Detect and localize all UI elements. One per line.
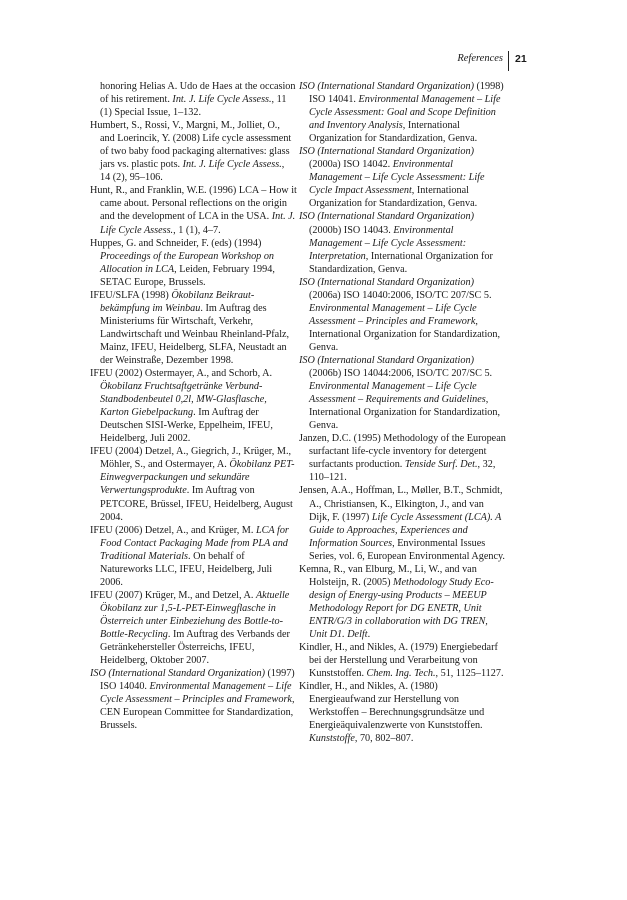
reference-italic-text: Int. J. Life Cycle Assess.: [100, 211, 296, 236]
reference-text: Janzen, D.C. (1995) Methodology of the European surfactant life-cycle inventory for detergent surfactants production.: [299, 433, 506, 471]
reference-italic-text: Environmental Management – Life Cycle Assessment: Goal and Scope Definition and Inventory Analysis: [309, 94, 501, 132]
reference-entry: [90, 367, 297, 445]
reference-italic-text: LCA for Food Contact Packaging Made from PLA and Traditional Materials: [100, 524, 289, 562]
reference-italic-text: Int. J. Life Cycle Assess.: [172, 94, 272, 106]
reference-text: Huppes, G. and Schneider, F. (eds) (1994): [90, 237, 262, 249]
reference-text: IFEU (2002) Ostermayer, A., and Schorb, A.: [90, 368, 273, 380]
reference-italic-text: ISO (International Standard Organization): [299, 276, 474, 288]
reference-text: , International Organization for Standardization, Genva.: [309, 250, 493, 275]
reference-column-right: [299, 80, 506, 745]
reference-text: IFEU/SLFA (1998): [90, 289, 172, 301]
reference-text: , 11 (1) Special Issue, 1–132.: [100, 94, 287, 119]
reference-entry: [299, 276, 506, 354]
reference-entry: [299, 145, 506, 210]
reference-text: (1998) ISO 14041.: [309, 81, 504, 106]
reference-italic-text: Proceedings of the European Workshop on Allocation in LCA: [100, 250, 275, 275]
reference-text: , International Organization for Standardization, Genva.: [309, 185, 478, 210]
reference-text: , Environmental Issues Series, vol. 6, European Environmental Agency.: [309, 537, 505, 562]
reference-italic-text: Aktuelle Ökobilanz zur 1,5-L-PET-Einwegflasche in Österreich unter Einbeziehung des Bottle-to- Bottle-Recycling: [100, 589, 290, 640]
reference-italic-text: Chem. Ing. Tech.: [366, 668, 436, 680]
reference-text: , International Organization for Standardization, Genva.: [309, 315, 501, 353]
reference-entry: [90, 237, 297, 289]
reference-entry: [299, 210, 506, 275]
section-title: References: [457, 53, 503, 64]
reference-italic-text: Ökobilanz Fruchtsaftgetränke Verbund-Standbodenbeutel 0,2l, MW-Glasflasche, Karton Giebelpackung: [100, 381, 267, 419]
reference-entry: [299, 354, 506, 432]
reference-text: . Im Auftrag des Verbands der Getränkehersteller Österreichs, IFEU, Heidelberg, Oktober 2007.: [100, 628, 290, 667]
reference-entry: [299, 484, 506, 562]
reference-text: IFEU (2007) Krüger, M., and Detzel, A.: [90, 589, 256, 601]
reference-text: , 32, 110–121.: [309, 459, 496, 484]
reference-text: Hunt, R., and Franklin, W.E. (1996) LCA – How it came about. Personal reflections on the origin and the development of LCA in the USA.: [90, 185, 297, 223]
reference-italic-text: Life Cycle Assessment (LCA). A Guide to Approaches, Experiences and Information Sources: [309, 511, 502, 549]
reference-entry: [90, 667, 297, 732]
reference-entry: [299, 563, 506, 641]
reference-text: Jensen, A.A., Hoffman, L., Møller, B.T., Schmidt, A., Christiansen, K., Elkington, J., and van Dijk, F. (1997): [299, 485, 503, 523]
reference-italic-text: Environmental Management – Life Cycle Assessment – Principles and Framework: [309, 302, 477, 327]
reference-italic-text: Tenside Surf. Det.: [404, 459, 478, 471]
reference-entry: [299, 641, 506, 680]
reference-italic-text: Ökobilanz Beikraut-bekämpfung im Weinbau: [100, 289, 255, 314]
reference-text: Kemna, R., van Elburg, M., Li, W., and van Holsteijn, R. (2005): [299, 563, 477, 588]
reference-text: , 70, 802–807.: [354, 733, 414, 745]
reference-text: IFEU (2006) Detzel, A., and Krüger, M.: [90, 524, 256, 536]
reference-italic-text: Ökobilanz PET-Einwegverpackungen und sekundäre Verwertungsprodukte: [100, 459, 295, 497]
reference-italic-text: Int. J. Life Cycle Assess.: [182, 159, 282, 171]
reference-text: . Im Auftrag der Deutschen SISI-Werke, Eppelheim, IFEU, Heidelberg, Juli 2002.: [100, 407, 273, 445]
running-header: [0, 51, 627, 71]
reference-italic-text: Environmental Management – Life Cycle Assessment: Interpretation: [309, 224, 467, 262]
reference-text: Kindler, H., and Nikles, A. (1979) Energiebedarf bei der Herstellung und Verarbeitung von Kunststoffen.: [299, 642, 498, 680]
reference-text: . On behalf of Natureworks LLC, IFEU, Heidelberg, Juli 2006.: [100, 550, 273, 588]
reference-entry: [90, 80, 297, 119]
reference-italic-text: ISO (International Standard Organization): [299, 354, 474, 366]
reference-entry: [299, 80, 506, 145]
reference-italic-text: ISO (International Standard Organization): [299, 81, 474, 92]
reference-text: . Im Auftrag des Ministeriums für Wirtschaft, Verkehr, Landwirtschaft und Weinbau Rheinland-Pfalz, Mainz, IFEU, Heidelberg, SLFA, Neustadt an der Weinstraße, Dezember 1998.: [100, 302, 290, 366]
reference-entry: [90, 119, 297, 184]
reference-italic-text: ISO (International Standard Organization): [90, 668, 265, 680]
reference-entry: [299, 680, 506, 745]
reference-text: (2000b) ISO 14043.: [309, 224, 394, 236]
reference-text: , International Organization for Standardization, Genva.: [309, 394, 501, 432]
reference-text: , 14 (2), 95–106.: [100, 159, 285, 184]
reference-entry: [299, 432, 506, 484]
reference-column-left: [90, 80, 297, 732]
reference-text: Kindler, H., and Nikles, A. (1980) Energieaufwand zur Herstellung von Werkstoffen – Berechnungsgrundsätze und Energieäquivalenzwerte von Kunststoffen.: [299, 681, 485, 732]
reference-text: honoring Helias A. Udo de Haes at the occasion of his retirement.: [100, 81, 296, 106]
reference-italic-text: Kunststoffe: [309, 733, 355, 745]
reference-italic-text: Environmental Management – Life Cycle Assessment: Life Cycle Impact Assessment: [309, 159, 485, 197]
reference-text: (2006b) ISO 14044:2006, ISO/TC 207/SC 5.: [309, 368, 493, 380]
reference-entry: [90, 289, 297, 367]
header-divider: [508, 51, 509, 71]
reference-text: , Leiden, February 1994, SETAC Europe, Brussels.: [100, 263, 275, 288]
reference-italic-text: ISO (International Standard Organization): [299, 211, 474, 223]
reference-entry: [90, 589, 297, 667]
page-number: 21: [515, 53, 527, 65]
reference-entry: [90, 184, 297, 236]
reference-entry: [90, 445, 297, 523]
reference-text: (1997) ISO 14040.: [100, 668, 295, 693]
reference-text: IFEU (2004) Detzel, A., Giegrich, J., Krüger, M., Möhler, S., and Ostermayer, A.: [90, 446, 292, 471]
reference-entry: [90, 524, 297, 589]
reference-text: .: [367, 628, 371, 640]
reference-text: , International Organization for Standardization, Genva.: [309, 120, 478, 145]
reference-text: (2006a) ISO 14040:2006, ISO/TC 207/SC 5.: [309, 289, 492, 301]
reference-text: . Im Auftrag von PETCORE, Brüssel, IFEU, Heidelberg, August 2004.: [100, 485, 293, 523]
reference-italic-text: Environmental Management – Life Cycle Assessment – Principles and Framework: [100, 681, 292, 706]
reference-text: (2000a) ISO 14042.: [309, 159, 393, 171]
reference-text: Humbert, S., Rossi, V., Margni, M., Jolliet, O., and Loerincik, Y. (2008) Life cycle assessment of two baby food packaging alternatives: glass jars vs. plastic pots.: [90, 120, 292, 171]
reference-text: , 1 (1), 4–7.: [173, 224, 221, 236]
reference-italic-text: ISO (International Standard Organization): [299, 146, 474, 158]
reference-italic-text: Methodology Study Eco-design of Energy-using Products – MEEUP Methodology Report for DG ENETR, Unit ENTR/G/3 in collaboration with DG TREN, Unit D1. Delft: [309, 576, 494, 640]
reference-italic-text: Environmental Management – Life Cycle Assessment – Requirements and Guidelines: [309, 381, 486, 406]
reference-text: , CEN European Committee for Standardization, Brussels.: [100, 694, 295, 732]
reference-text: , 51, 1125–1127.: [435, 668, 504, 680]
